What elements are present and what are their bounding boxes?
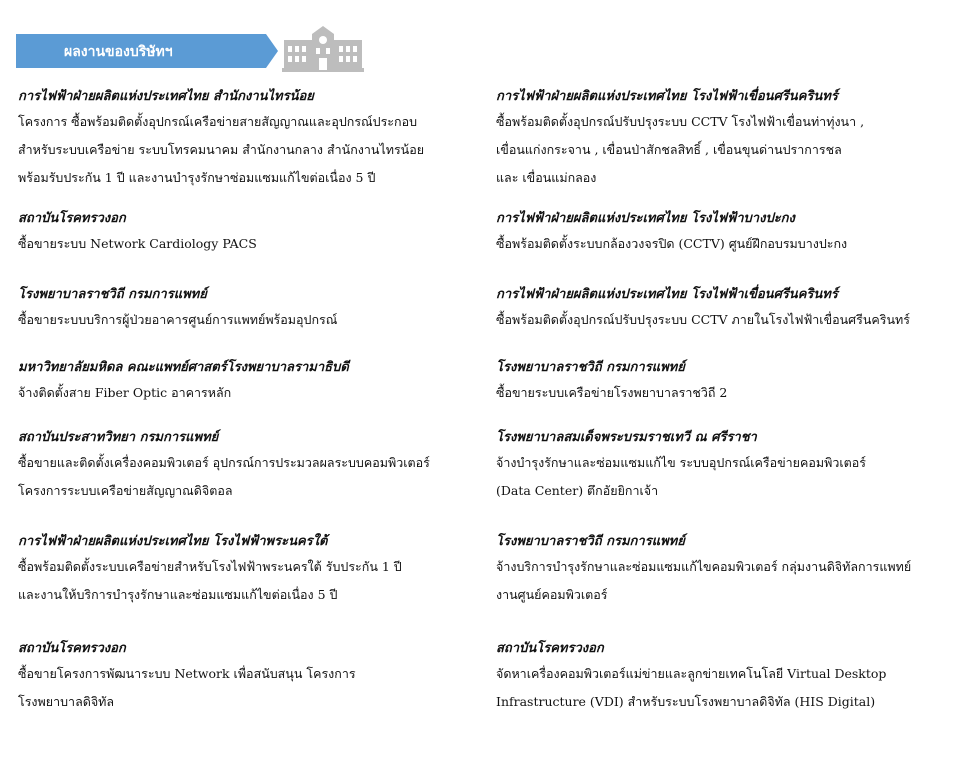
client-name: สถาบันโรคทรวงอก: [496, 641, 604, 656]
client-name: โรงพยาบาลราชวิถี กรมการแพทย์: [496, 534, 685, 549]
project-entry: [18, 357, 458, 407]
project-entry: [496, 357, 936, 407]
project-description: ซื้อขายและติดตั้งเครื่องคอมพิวเตอร์ อุปกรณ์การประมวลผลระบบคอมพิวเตอร์ โครงการระบบเครือข่ายสัญญาณดิจิตอล: [18, 455, 430, 498]
project-description: ซื้อขายระบบเครือข่ายโรงพยาบาลราชวิถี 2: [496, 385, 728, 400]
project-entry: [18, 638, 458, 716]
project-description: ซื้อพร้อมติดตั้งอุปกรณ์ปรับปรุงระบบ CCTV โรงไฟฟ้าเขื่อนท่าทุ่งนา , เขื่อนแก่งกระจาน , เขื่อนป่าสักชลสิทธิ์ , เขื่อนขุนด่านปราการชล และ เขื่อนแม่กลอง: [496, 114, 865, 185]
project-description: จัดหาเครื่องคอมพิวเตอร์แม่ข่ายและลูกข่ายเทคโนโลยี Virtual Desktop Infrastructure (VDI) สำหรับระบบโรงพยาบาลดิจิทัล (HIS Digital): [496, 666, 887, 709]
project-description: จ้างบริการบำรุงรักษาและซ่อมแซมแก้ไขคอมพิวเตอร์ กลุ่มงานดิจิทัลการแพทย์ งานศูนย์คอมพิวเตอร์: [496, 559, 912, 602]
project-description: ซื้อขายโครงการพัฒนาระบบ Network เพื่อสนับสนุน โครงการ โรงพยาบาลดิจิทัล: [18, 666, 356, 709]
client-name: สถาบันโรคทรวงอก: [18, 641, 126, 656]
project-description: ซื้อขายระบบบริการผู้ป่วยอาคารศูนย์การแพทย์พร้อมอุปกรณ์: [18, 312, 338, 327]
client-name: สถาบันโรคทรวงอก: [18, 211, 126, 226]
client-name: การไฟฟ้าฝ่ายผลิตแห่งประเทศไทย โรงไฟฟ้าพระนครใต้: [18, 534, 328, 549]
project-entry: [496, 638, 936, 716]
client-name: การไฟฟ้าฝ่ายผลิตแห่งประเทศไทย โรงไฟฟ้าเขื่อนศรีนครินทร์: [496, 89, 838, 104]
project-entry: [496, 427, 936, 505]
project-description: จ้างบำรุงรักษาและซ่อมแซมแก้ไข ระบบอุปกรณ์เครือข่ายคอมพิวเตอร์ (Data Center) ตึกอัยยิกาเจ้า: [496, 455, 866, 498]
project-entry: [496, 284, 936, 334]
client-name: การไฟฟ้าฝ่ายผลิตแห่งประเทศไทย โรงไฟฟ้าเขื่อนศรีนครินทร์: [496, 287, 838, 302]
client-name: การไฟฟ้าฝ่ายผลิตแห่งประเทศไทย โรงไฟฟ้าบางปะกง: [496, 211, 795, 226]
section-banner: [16, 34, 278, 68]
school-building-icon: [282, 20, 364, 72]
project-entry: [18, 208, 458, 258]
project-description: ซื้อพร้อมติดตั้งระบบเครือข่ายสำหรับโรงไฟฟ้าพระนครใต้ รับประกัน 1 ปี และงานให้บริการบำรุงรักษาและซ่อมแซมแก้ไขต่อเนื่อง 5 ปี: [18, 559, 402, 602]
project-description: จ้างติดตั้งสาย Fiber Optic อาคารหลัก: [18, 385, 232, 400]
project-description: ซื้อพร้อมติดตั้งระบบกล้องวงจรปิด (CCTV) ศูนย์ฝึกอบรมบางปะกง: [496, 236, 848, 251]
project-entry: [18, 86, 458, 192]
project-description: ซื้อพร้อมติดตั้งอุปกรณ์ปรับปรุงระบบ CCTV ภายในโรงไฟฟ้าเขื่อนศรีนครินทร์: [496, 312, 910, 327]
project-description: ซื้อขายระบบ Network Cardiology PACS: [18, 236, 257, 251]
project-entry: [18, 531, 458, 609]
section-header: [16, 34, 281, 68]
client-name: สถาบันประสาทวิทยา กรมการแพทย์: [18, 430, 219, 445]
project-description: โครงการ ซื้อพร้อมติดตั้งอุปกรณ์เครือข่ายสายสัญญาณและอุปกรณ์ประกอบ สำหรับระบบเครือข่าย ระบบโทรคมนาคม สำนักงานกลาง สำนักงานไทรน้อย พร้อมรับประกัน 1 ปี และงานบำรุงรักษาซ่อมแซมแก้ไขต่อเนื่อง 5 ปี: [18, 114, 425, 185]
project-entry: [18, 427, 458, 505]
section-title: ผลงานของบริษัทฯ: [64, 44, 173, 60]
project-entry: [18, 284, 458, 334]
client-name: การไฟฟ้าฝ่ายผลิตแห่งประเทศไทย สำนักงานไทรน้อย: [18, 89, 314, 104]
project-entry: [496, 86, 936, 192]
client-name: มหาวิทยาลัยมหิดล คณะแพทย์ศาสตร์โรงพยาบาลรามาธิบดี: [18, 360, 349, 375]
client-name: โรงพยาบาลราชวิถี กรมการแพทย์: [18, 287, 207, 302]
client-name: โรงพยาบาลสมเด็จพระบรมราชเทวี ณ ศรีราชา: [496, 430, 757, 445]
project-entry: [496, 531, 936, 609]
client-name: โรงพยาบาลราชวิถี กรมการแพทย์: [496, 360, 685, 375]
project-entry: [496, 208, 936, 258]
